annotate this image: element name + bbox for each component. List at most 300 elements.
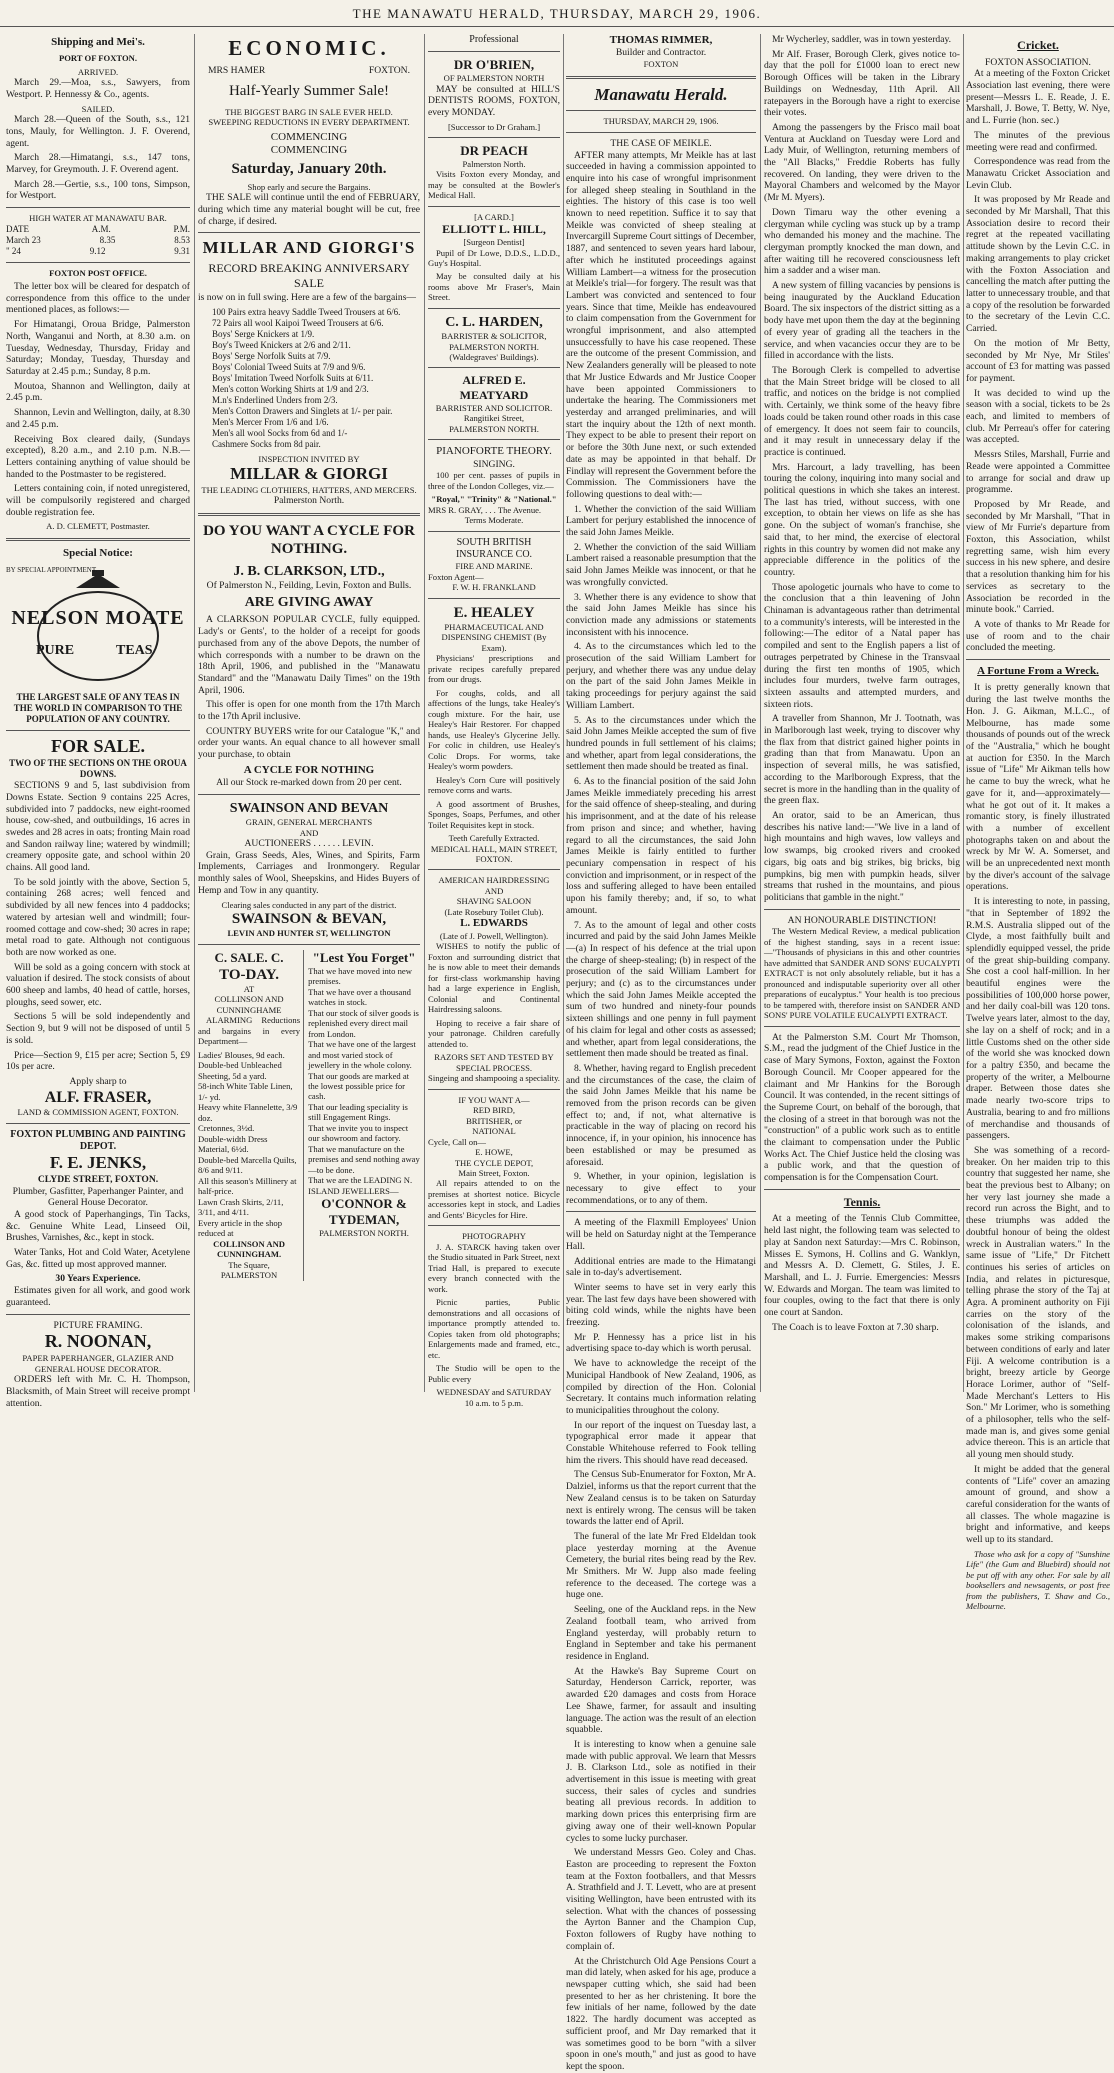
logo-appointment	[6, 566, 190, 575]
jenks-addr: CLYDE STREET, FOXTON.	[37, 1173, 159, 1185]
nelson-moate-logo	[6, 566, 190, 686]
rimmer-town: FOXTON	[643, 59, 679, 70]
honourable-text: The Western Medical Review, a medical publication of the highest standing, says in a recent issue:—"Thousands of physicians in this and other countries have admitted that SANDER AND SONS' EUCALYPTI EXTRACT is not only absolutely reliable, but it has a pronounced and indisputable superiority over all other preparations of eucalyptus." Your health is too precious to be tampered with, therefore insist on SANDER AND SONS' PURE VOLATILE EUCALYPTI EXTRACT.	[764, 926, 960, 1021]
divider	[428, 439, 560, 440]
square: The Square,	[228, 1259, 270, 1270]
peach-sub: Palmerston North.	[462, 158, 526, 169]
lest-item: That we have moved into new premises.	[308, 965, 412, 987]
logo-name: NELSON MOATE	[11, 607, 185, 630]
divider	[966, 659, 1110, 660]
studio-hours: 10 a.m. to 5 p.m.	[464, 1397, 524, 1408]
starck: J. A. STARCK having taken over the Studio situated in Park Street, next Triad Hall, is prepared to execute every branch connected with the work.	[428, 1241, 560, 1294]
news-item: At the Christchurch Old Age Pensions Court a man did lately, when asked for his age, produce a newspaper cutting which, she said had been presented to her as her christening. It bore the few initials of her name, followed by the date 1822. The hardly document was accepted as sufficient proof, and Mr Day remarked that it was sometimes good to be born "with a silver spoon in one's mouth," and just as good to have kept the spoon.	[566, 1955, 756, 2072]
summer-sale-title: Half-Yearly Summer Sale!	[228, 83, 390, 100]
lest-item: That we have over a thousand watches in stock.	[308, 986, 411, 1008]
tides-cell: 8.53	[174, 234, 190, 245]
ifyou: IF YOU WANT A—	[458, 1094, 530, 1105]
cycle-for-nothing: A CYCLE FOR NOTHING	[243, 763, 375, 776]
lawn: Lawn Crash Skirts, 2/11, 3/11, and 4/11.	[198, 1196, 284, 1218]
lest-item: That we have one of the largest and most varied stock of jewellery in the whole colony.	[308, 1039, 416, 1071]
frankland: F. W. H. FRANKLAND	[452, 582, 536, 593]
swainson-auctioneers: AUCTIONEERS . . . . . . LEVIN.	[244, 838, 374, 850]
collinson-ad	[198, 950, 304, 1281]
meikle-question: 7. As to the amount of legal and other costs incurred and paid by the said John James Meikle—(a) In respect of his defence at the trial upon the charge of sheep-stealing; (b) in respect of the prosecution of the said William Lambert for perjury; and (c) as to the circumstances under which the said John James Meikle accepted the sum of two hundred and ninety-four pounds sixteen shillings and one penny in full payment of his claim for legal and other costs as assessed; and whether, apart from legal considerations, the settlement then made should be treated as final.	[566, 919, 756, 1060]
lest-ad	[308, 950, 420, 1281]
cricket-text: It was decided to wind up the season with a social, tickets to be 2s each, and limited to members of club. Mr Perreau's offer for catering was accepted.	[966, 387, 1110, 446]
ifyou-item: BRITISHER, or	[466, 1115, 522, 1126]
meikle-question: 9. Whether, in your opinion, legislation is necessary to give effect to your recommendations, or to any of them.	[566, 1171, 756, 1206]
card: [A CARD.]	[474, 211, 514, 222]
divider	[566, 110, 756, 111]
cs-item: Double-bed Unbleached Sheeting, 5d a yard.	[198, 1060, 282, 1081]
news-item: Seeling, one of the Auckland reps. in the New Zealand football team, who arrived from England yesterday, will probably return to England in September and take his permanent residence in England.	[566, 1604, 756, 1662]
tides-row	[6, 235, 190, 246]
meikle-question: 6. As to the financial position of the said John James Meikle immediately preceding his arrest for the said offence of sheep-stealing, and during his imprisonment, and at the date of his release from prison and since; and whether, having regard to all the circumstances, the said John James Meikle is fairly entitled to further pecuniary compensation in respect of his conviction and imprisonment, or in respect of the loss and suffering alleged to have been entailed upon his family thereby; and, if so, to what amount.	[566, 776, 756, 916]
lest-item: That we invite you to inspect our showroom and factory.	[308, 1122, 409, 1144]
sbi-agent: Foxton Agent—	[428, 571, 484, 582]
news-item: Mr Wycherley, saddler, was in town yesterday.	[772, 34, 952, 45]
forsale-price: Price—Section 9, £15 per acre; Section 5, £9 10s per acre.	[6, 1049, 190, 1073]
news-item: Winter seems to have set in very early this year. The last few days have been showered with biting cold winds, while the nights have been freezing.	[566, 1281, 756, 1329]
special-title: Special Notice:	[63, 546, 133, 559]
obrien-name: DR O'BRIEN,	[453, 57, 535, 73]
fraser-name: ALF. FRASER,	[44, 1088, 152, 1106]
mg-trade: THE LEADING CLOTHIERS, HATTERS, AND MERCERS.	[201, 484, 417, 495]
news-item: Among the passengers by the Frisco mail boat Ventura at Auckland on Tuesday were Lord and Lady Muir, of Wellington, returning members of the "All Blacks," Freddie Roberts has fully recovered. On landing, they were driven to the Mayoral Chambers and welcomed by the Mayor (Mr M. Myers).	[764, 121, 960, 204]
divider	[428, 531, 560, 532]
herald-date: THURSDAY, MARCH 29, 1906.	[603, 116, 719, 127]
cs-item: Ladies' Blouses, 9d each.	[198, 1049, 285, 1060]
sweeping-line: SWEEPING REDUCTIONS IN EVERY DEPARTMENT.	[208, 117, 410, 128]
cricket-text: Correspondence was read from the Manawatu Cricket Association and Levin Club.	[966, 156, 1110, 191]
mg-name: MILLAR & GIORGI	[230, 464, 388, 484]
edwards-late: (Late of J. Powell, Wellington).	[439, 930, 549, 941]
meikle-text: AFTER many attempts, Mr Meikle has at last succeeded in having a commission appointed to enquire into his case of wrongful imprisonment for alleged sheep stealing in Southland in the eighties. The history of this case is too well known to need repetition. Suffice it to say that Meikle was convicted of sheep stealing at Invercargill Supreme Court sittings of December, 1887, and sentenced to seven years hard labour, after which he instituted proceedings against William Lambert—a witness for the prosecution at Meikle's trial—for forgery. The result was that Lambert was convicted and sentenced to four years. Since that time, Meikle has endeavoured to claim compensation from the Government for wrongful imprisonment, and also attempted unsuccessfully to have his case reopened. These are the outcome of the present Commission, and New Zealanders generally will be pleased to note that Mr Justice Edwards and Mr Justice Cooper have been appointed Commissioners to undertake the hearing. The Commissioners met yesterday and arranged preliminaries, and will start the inquiry about the 12th of next month. They expect to be able to present their report on or before the 30th June next, or such extended date as may be appointed in that behalf. Dr Findlay will represent the Government before the Commission. The Commissioners have the following questions to deal with:—	[566, 149, 756, 500]
news-item: An orator, said to be an American, thus describes his native land:—"We live in a land of high mountains and high waves, low valleys and low swamps, big crooked rivers and crooked cigars, big oats and big strikes, big bricks, big pumpkins, big men with pumpkin heads, silver streams that rushed in the mountains, and pious politicians that gamble in the night."	[764, 810, 960, 903]
today: TO-DAY.	[219, 966, 279, 983]
meikle-question: 5. As to the circumstances under which the said John James Meikle accepted the sum of five hundred pounds in full settlement of his claims; and whether, apart from legal considerations, the settlement then made should be treated as final.	[566, 714, 756, 773]
news-item: A new system of filling vacancies by pensions is being inaugurated by the Auckland Education Board. The six inspectors of the district sitting as a body have met upon them the day at the beginning of every year of grading all the teachers in the service, and when vacancies occur they are to be filled in accordance with the lists.	[764, 280, 960, 362]
cricket-text: At a meeting of the Foxton Cricket Association last evening, there were present—Messrs L. E. Reade, J. E. Marshall, J. Bowe, T. Betty, W. Nye, and L. Furrie (hon. sec.)	[966, 68, 1110, 127]
column-rule	[563, 34, 564, 1392]
logo-appt-text: BY SPECIAL APPOINTMENT.	[6, 566, 98, 575]
logo-teas: TEAS	[116, 643, 153, 659]
cricket-text: Proposed by Mr Reade, and seconded by Mr Marshall, "That in view of Mr Furrie's departure from Foxton, this Association, whilst regretting same, wish him every success in his new sphere, and desire that a resolution thanking him for his services as secretary to the Association be recorded in the minute book." Carried.	[966, 498, 1110, 616]
lest-item: That we are the LEADING N. ISLAND JEWELLERS—	[308, 1175, 413, 1196]
harden-sub: BARRISTER & SOLICITOR,	[441, 331, 547, 342]
column-rule	[760, 34, 761, 1392]
commencing: COMMENCING	[270, 143, 348, 156]
rimmer-sub: Builder and Contractor.	[615, 47, 707, 59]
edwards-text: Hoping to receive a fair share of your patronage. Children carefully attended to.	[428, 1017, 560, 1049]
lest-item: That our leading speciality is still Engagement Rings.	[308, 1101, 408, 1123]
divider	[6, 1314, 190, 1315]
forsale-apply: Apply sharp to	[69, 1075, 127, 1087]
column-3	[428, 34, 560, 1408]
lest-item: That we manufacture on the premises and send nothing away—to be done.	[308, 1143, 420, 1175]
meikle-question: 3. Whether there is any evidence to show that the said John James Meikle has since his conviction made any admissions or statements inconsistent with his innocence.	[566, 591, 756, 638]
ifyou-item: NATIONAL	[472, 1126, 516, 1137]
harden-name: C. L. HARDEN,	[445, 314, 543, 330]
sailed-text: March 28.—Gertie, s.s., 100 tons, Simpson, for Westport.	[6, 178, 190, 202]
sbi-title: SOUTH BRITISH INSURANCE CO.	[455, 536, 533, 560]
mg-sub: RECORD BREAKING ANNIVERSARY SALE	[208, 261, 410, 290]
edwards-text: WISHES to notify the public of Foxton and surrounding district that he is now able to meet their demands for first-class workmanship having had a large experience in English, Colonial and Continental Hairdressing saloons.	[428, 941, 560, 1015]
meikle-title: THE CASE OF MEIKLE.	[610, 137, 712, 149]
cricket-text: On the motion of Mr Betty, seconded by Mr Nye, Mr Stiles' account of £3 for matting was passed for payment.	[966, 337, 1110, 384]
postoffice-text: Moutoa, Shannon and Wellington, daily at 2.45 p.m.	[6, 380, 190, 404]
tennis-title: Tennis.	[843, 1194, 881, 1209]
mg-item: Boys' Colonial Tweed Suits at 7/9 and 9/6.	[212, 361, 366, 372]
forsale-sub: TWO OF THE SECTIONS ON THE OROUA DOWNS.	[9, 758, 187, 780]
postoffice-title: FOXTON POST OFFICE.	[49, 267, 147, 278]
divider	[428, 137, 560, 138]
cycle-title: DO YOU WANT A CYCLE FOR NOTHING.	[203, 522, 415, 558]
sale-note: THE SALE will continue until the end of FEBRUARY, during which time any material bought will be cut, free of charge, if desired.	[198, 192, 420, 227]
divider	[428, 1225, 560, 1226]
tides-col: DATE	[6, 223, 29, 234]
hill-text: Pupil of Dr Lowe, D.D.S., L.D.D., Guy's Hospital.	[428, 247, 560, 268]
amer-sub: SHAVING SALOON	[456, 896, 532, 907]
sailed-label: SAILED.	[81, 103, 115, 114]
singeing: Singeing and shampooing a speciality.	[428, 1073, 560, 1084]
jenks-text: A good stock of Paperhangings, Tin Tacks, &c. Genuine White Lead, Linseed Oil, Brushes, Varnishes, &c., kept in stock.	[6, 1208, 190, 1244]
column-5	[764, 34, 960, 1392]
cricket-text: Messrs Stiles, Marshall, Furrie and Reade were appointed a Committee to arrange for social and draw up programme.	[966, 449, 1110, 496]
jenks-text: Water Tanks, Hot and Cold Water, Acetylene Gas, &c. fitted up most approved manner.	[6, 1247, 190, 1270]
repairs: All repairs attended to on the premises at shortest notice. Bicycle accessories kept in stock, and Ladies and Gents' Bicycles for Hire.	[428, 1178, 560, 1220]
meatyard-sub: BARRISTER AND SOLICITOR.	[435, 402, 553, 413]
clarkson-text: A CLARKSON POPULAR CYCLE, fully equipped. Lady's or Gents', to the holder of a receipt for goods purchased from any of the above Depots, the number of which corresponds with a number to be drawn on the 18th April, 1906, and published in the "Manawatu Standard" and the "Manawatu Daily Times" on the 19th April, 1906.	[198, 614, 420, 696]
sale-date: Saturday, January 20th.	[231, 161, 387, 178]
column-rule	[963, 34, 964, 1392]
herald-title: Manawatu Herald.	[594, 84, 728, 104]
cricket-text: A vote of thanks to Mr Reade for use of room and to the chair concluded the meeting.	[966, 618, 1110, 654]
csalec: C. SALE. C.	[214, 949, 284, 965]
news-item: A traveller from Shannon, Mr J. Tootnath, was in Marlborough last week, trying to discover why the flax from that district gained higher points in grading than that from Manawatu. Upon an inspection of several mills, he was satisfied, according to the Marlborough Express, that the secret is more in the handling than in the quality of the green flax.	[764, 713, 960, 807]
cricket-title: Cricket.	[1017, 38, 1059, 52]
divider	[6, 538, 190, 541]
lest-item: That our stock of silver goods is replenished every direct mail from London.	[308, 1007, 419, 1039]
arrived-label: ARRIVED.	[77, 66, 119, 77]
commencing: COMMENCING	[270, 130, 348, 143]
news-item: In our report of the inquest on Tuesday last, a typographical error made it appear that Constable Whitehouse referred to Fook telling him the rivers. This should have read deceased.	[566, 1419, 756, 1466]
swainson-and: AND	[299, 827, 319, 838]
millinery: All this season's Millinery at half-price.	[198, 1175, 297, 1197]
fortune-text: It is pretty generally known that during the last twelve months the Hon. J. G. Aikman, M.L.C., of Melbourne, has made some thousands of pounds out of the wreck of the "Australia," which he bought at auction for £350. In the March issue of "Life" Mr Aikman tells how he came to buy the wreck, what he gave for it, and—approximately—what he got out of it. It makes a romantic story, is finely illustrated with a number of excellent photographs taken on and about the wreck by Mr W. A. Somerset, and will be an unprecedented next month by the diver's account of the salvage operations.	[966, 682, 1110, 893]
news-item: The Borough Clerk is compelled to advertise that the Main Street bridge will be closed to all traffic, and notices on the bridge is not complied with. Certainly, we think some of the heavy fibre loads could be taken round other roads in this case of emergency. It does not seem fair to councils, and it may result in unnecessary delay if the practice is continued.	[764, 364, 960, 458]
news-item: Mr P. Hennessy has a price list in his advertising space to-day which is worth perusal.	[566, 1331, 756, 1355]
harden-bldg: (Waldegraves' Buildings).	[449, 351, 539, 362]
rimmer-title: THOMAS RIMMER,	[609, 34, 713, 46]
healey-sub: PHARMACEUTICAL AND DISPENSING CHEMIST (By Exam).	[441, 621, 547, 653]
divider	[428, 367, 560, 368]
fortune-title: A Fortune From a Wreck.	[977, 665, 1099, 678]
gray: MRS R. GRAY, . . . The Avenue.	[428, 504, 542, 515]
mg-town: Palmerston North.	[273, 495, 345, 507]
divider	[566, 132, 756, 133]
studio: The Studio will be open to the Public every	[428, 1363, 560, 1384]
postoffice-text: The letter box will be cleared for despatch of correspondence from this office to the under mentioned places, as follows:—	[6, 281, 190, 316]
cricket-text: It was proposed by Mr Reade and seconded by Mr Marshall, That this Association desire to record their regret at the repeated vacillating attitude shown by the Levin C.C. in making arrangements to play cricket with the Foxton Association and cancelling the match after putting the latter to unnecessary trouble, and that a copy of the resolution be forwarded to the secretary of the Levin C.C. Carried.	[966, 194, 1110, 335]
arrived-text: March 29.—Moa, s.s., Sawyers, from Westport. P. Hennessy & Co., agents.	[6, 77, 190, 101]
healey-text: A good assortment of Brushes, Sponges, Soaps, Perfumes, and other Toilet Requisites kept in stock.	[428, 798, 560, 830]
news-item: It is interesting to know when a genuine sale made with public approval. We learn that Messrs J. B. Clarkson Ltd., sole as notified in their advertisement in this issue is meeting with great success, their sales of cycles and sundries beating all previous records. In addition to marking down prices this enterprising firm are giving away one of their well-known Popular cycles to some lucky purchaser.	[566, 1738, 756, 1844]
mg-item: Men's all wool Socks from 6d and 1/-	[212, 427, 348, 438]
every-article: Every article in the shop reduced at	[198, 1217, 282, 1239]
hamer-town: FOXTON.	[368, 64, 410, 76]
divider	[428, 51, 560, 52]
healey-addr: MEDICAL HALL, MAIN STREET, FOXTON.	[430, 843, 558, 864]
harden-town: PALMERSTON NORTH.	[449, 341, 539, 352]
divider	[428, 1089, 560, 1090]
divider	[6, 262, 190, 263]
column-rule	[424, 34, 425, 1392]
divider	[764, 909, 960, 910]
swainson-text: Grain, Grass Seeds, Ales, Wines, and Spirits, Farm Implements, Carriages and Ironmongery. Regular monthly sales of Wool, Sheepskins, and Hides Buyers of Hemp and Tow in any quantity.	[198, 849, 420, 896]
cs-item: Cretonnes, 3½d.	[198, 1123, 255, 1134]
news-item: At the Palmerston S.M. Court Mr Thomson, S.M., read the judgment of the Chief Justice in the case of Mary Symons, Foxton, against the Foxton Borough Council. Mr Cooper appeared for the claimant and Mr Hankins for the Borough Council. It was contended, in the recent sittings of the Supreme Court, on behalf of the borough, that the closing of a street in that borough was not the "construction" of a public work such as to entitle the claimant to compensation under the Public Works Act. The Chief Justice held the closing was a public work, and that the question of compensation is for the Compensation Court.	[764, 1031, 960, 1184]
obrien-sub: OF PALMERSTON NORTH	[443, 73, 545, 84]
divider	[428, 869, 560, 870]
meikle-question: 2. Whether the conviction of the said William Lambert raised a reasonable presumption that the said John James Meikle was innocent, or that he was wrongfully convicted.	[566, 541, 756, 588]
peach-text: Visits Foxton every Monday, and may be consulted at the Bowler's Medical Hall.	[428, 169, 560, 201]
cricket-assoc: FOXTON ASSOCIATION.	[985, 56, 1091, 68]
news-item: The funeral of the late Mr Fred Eldeldan took place yesterday morning at the Avenue Cemetery, the burial rites being read by the Rev. Mr Smithers. Mr W. Jupp also made feeling reference to the deceased. The cortege was a huge one.	[566, 1530, 756, 1601]
piano-colleges: "Royal," "Trinity" & "National."	[431, 494, 557, 505]
forsale-title: FOR SALE.	[50, 736, 146, 757]
divider	[566, 1211, 756, 1212]
shipping-title: Shipping and Mei's.	[51, 36, 145, 48]
clarkson-text: This offer is open for one month from the 17th March to the 17th April inclusive.	[198, 699, 420, 723]
divider	[764, 1189, 960, 1190]
amer-and: AND	[484, 885, 504, 896]
tides-cell: " 24	[6, 245, 21, 256]
oconnor-name: O'CONNOR & TYDEMAN,	[321, 1196, 407, 1228]
howe-name: E. HOWE,	[475, 1147, 513, 1158]
mg-title: MILLAR AND GIORGI'S	[202, 238, 416, 258]
honourable-title: AN HONOURABLE DISTINCTION!	[787, 914, 937, 926]
divider	[6, 1123, 190, 1124]
tides-title: HIGH WATER AT MANAWATU BAR.	[29, 213, 167, 224]
cs-item: 58-inch White Table Linen, 1/- yd.	[198, 1081, 293, 1102]
forsale-text: SECTIONS 9 and 5, last subdivision from Downs Estate. Section 9 contains 225 Acres, subdivided into 7 paddocks, new eight-roomed house, cow-shed, and outbuildings, 16 acres in swedes and 28 acres in oats; fronting Main road and Sandon railway line; watered by windmill; creamery opposite gate, and school within 20 chains. All good land.	[6, 780, 190, 874]
forsale-text: Sections 5 will be sold independently and Section 9, but 9 will not be disposed of until 5 is sold.	[6, 1011, 190, 1046]
fortune-text: It might be added that the general contents of "Life" cover an amazing amount of ground, and show a careful consideration for the wants of all classes. The whole magazine is bright and informative, and keeps well up to its standard.	[966, 1463, 1110, 1546]
tennis-text: At a meeting of the Tennis Club Committee, held last night, the following team was selected to play at Sandon next Saturday:—Mrs C. Robinson, Misses E. Symons, H. Collins and G. Wanklyn, and Messrs A. D. Clemett, G. Stiles, J. E. Marshall, and L. J. Furrie. Emergencies: Messrs W. Edwards and Morgan. The team was limited to four couples, owing to the fact that there is only one court at Sandon.	[764, 1213, 960, 1319]
news-item: Additional entries are made to the Himatangi sale in to-day's advertisement.	[566, 1255, 756, 1279]
noonan-sub: PAPER PAPERHANGER, GLAZIER AND GENERAL HOUSE DECORATOR.	[22, 1353, 174, 1374]
fraser-sub: LAND & COMMISSION AGENT, FOXTON.	[17, 1107, 179, 1118]
logo-text: THE LARGEST SALE OF ANY TEAS IN THE WORLD IN COMPARISON TO THE POPULATION OF ANY COUNTRY.	[13, 692, 183, 725]
news-item: A meeting of the Flaxmill Employees' Union will be held on Saturday night at the Temperance Hall.	[566, 1217, 756, 1252]
clarkson-text: COUNTRY BUYERS write for our Catalogue "K," and order your wants. An equal chance to all however small your purchase, to obtain	[198, 725, 420, 761]
cs-item: Heavy white Flannelette, 3/9 doz.	[198, 1102, 298, 1123]
fortune-text: It is interesting to note, in passing, "that in September of 1892 the R.M.S. Australia slipped out of the Clyde, a most faithfully built and splendidly equipped vessel, the pride of the great ship-building company. She cost a cool half-million. In her beautiful engines were the possibilities of 100,000 horse power, and her daily coal-bill was 120 tons. Twelve years later, almost to the day, she lay on a shelf of rock; and in a little Customs shed on the other side of the world she was knocked down for a paltry £350, and became the property of the writer, a Melbourne draper. Between those dates she made nearly two-score trips to Australia, bearing to and fro millions of merchandise and thousands of passengers.	[966, 896, 1110, 1142]
jenks-sub: Plumber, Gasfitter, Paperhanger Painter, and General House Decorator.	[12, 1185, 184, 1209]
postmaster: A. D. CLEMETT, Postmaster.	[46, 521, 150, 532]
forsale-text: Will be sold as a going concern with stock at valuation if desired. The stock consists of about 600 sheep and lambs, 40 head of cattle, horses, ploughs, seed sower, etc.	[6, 961, 190, 1008]
hamer-line	[208, 65, 410, 77]
healey-text: Physicians' prescriptions and private recipes carefully prepared from our drugs.	[428, 653, 560, 685]
clarkson-name: J. B. CLARKSON, LTD.,	[233, 563, 385, 579]
postoffice-text: Receiving Box cleared daily, (Sundays excepted), 8.20 a.m., and 2.10 p.m. N.B.—Letters containing anything of value should be handed to the Postmaster to be registered.	[6, 433, 190, 480]
mg-item: 72 Pairs all wool Kaipoi Tweed Trousers at 6/6.	[212, 317, 384, 328]
healey-teeth: Teeth Carefully Extracted.	[448, 833, 540, 844]
news-item: Those apologetic journals who have to come to the conclusion that a thin leavening of John Chinaman is advantageous rather than detrimental to a community's interests, will be interested in the following:—The editor of a Natal paper has compiled and sent to the English papers a list of outrages perpetrated by Chinese in the Transvaal during the first ten months of 1905, which includes four murders, twelve farm outrages, sixteen assaults and attempted murders, and sixteen riots.	[764, 581, 960, 710]
peach-name: DR PEACH	[460, 143, 528, 159]
tides-cell: 8.35	[99, 234, 116, 245]
divider	[198, 513, 420, 516]
mg-item: M.n's Enderlined Unders from 2/3.	[212, 394, 338, 405]
cs-item: Double-bed Marcella Quilts, 8/6 and 9/11.	[198, 1154, 297, 1176]
amer-title: AMERICAN HAIRDRESSING	[438, 875, 550, 886]
divider	[566, 76, 756, 79]
amer-late: (Late Rosebury Toilet Club).	[444, 906, 544, 917]
mg-item: Cashmere Socks from 8d pair.	[212, 438, 321, 449]
sailed-text: March 28.—Himatangi, s.s., 147 tons, Marvey, for Greymouth. J. F. Overend agent.	[6, 152, 190, 176]
meikle-question: 1. Whether the conviction of the said William Lambert for perjury established the innocence of the said John James Meikle.	[566, 503, 756, 539]
cycle-line: Cycle, Call on—	[428, 1136, 486, 1147]
jenks-title: FOXTON PLUMBING AND PAINTING DEPOT.	[10, 1128, 186, 1152]
cricket-text: The minutes of the previous meeting were read and confirmed.	[966, 129, 1110, 153]
column-rule	[194, 34, 195, 1392]
fortune-text: She was something of a record-breaker. On her maiden trip to this country that suggested her name, she beat the previous best to Albany; on her very last journey she made a record run across the Bight, and to these triumphs was added the doubtful honour of being the oldest wreck in Australian waters." In the same issue of "Life," Dr Fitchett continues his series of articles on India, and relates in picturesque, telling phrase the story of the Taj at Agra. A prominent authority on Fiji carries on the story of the colonisation of the islands, and makes some striking comparisons between conditions of early and later Fiji. A welcome contribution is a bright, breezy article by George Horace Lorimer, author of "Self-Made Merchant's Letters to His Son." Mr Lorimer, who is something of a philosopher, tells who the self-made man is, and gives some genial advice thereon. This is an article that all young men should study.	[966, 1144, 1110, 1461]
hill-sub: [Surgeon Dentist]	[463, 237, 525, 248]
divider	[428, 308, 560, 309]
depot-addr: Main Street, Foxton.	[458, 1168, 530, 1178]
professional-title: Professional	[469, 34, 519, 45]
at: AT	[243, 983, 255, 994]
divider	[428, 206, 560, 207]
terms: Terms Moderate.	[464, 515, 524, 526]
swainson-sub: GRAIN, GENERAL MERCHANTS	[245, 817, 373, 828]
divider	[764, 1026, 960, 1027]
news-item: We understand Messrs Geo. Coley and Chas. Easton are proceeding to represent the Foxton team at the Foxton footballers, and that Messrs A. Strathfield and J. T. Levett, who are at present visiting Wellington, have been entrusted with its selection. What with the chances of possessing the Ayrton Banner and the Champion Cup, Foxton followers of Rugby have nothing to complain of.	[566, 1847, 756, 1952]
lest-item: That our goods are marked at the lowest possible price for cash.	[308, 1070, 410, 1102]
postoffice-text: Shannon, Levin and Wellington, daily, at 8.30 and 2.45 p.m.	[6, 407, 190, 430]
news-item: The Census Sub-Enumerator for Foxton, Mr A. Dalziel, informs us that the report current that the New Zealand census is to be taken on Saturday next is entirely wrong. The census will be taken towards the latter end of April.	[566, 1469, 756, 1528]
divider	[428, 598, 560, 599]
sbi-fire: FIRE AND MARINE.	[455, 561, 533, 572]
collinson-name: COLLINSON AND CUNNINGHAME	[214, 994, 284, 1015]
life-note: Those who ask for a copy of "Sunshine Life" (the Gum and Bluebird) should not be put off with any other. For sale by all booksellers and newsagents, or post free from the publishers, T. Shaw and Co., Melbourne.	[966, 1548, 1110, 1612]
remarked: All our Stock re-marked down from 20 per cent.	[216, 777, 402, 789]
oconnor-town: PALMERSTON NORTH.	[319, 1228, 409, 1239]
divider	[6, 207, 190, 208]
lest-title: "Lest You Forget"	[312, 949, 416, 965]
depot: THE CYCLE DEPOT,	[454, 1157, 534, 1168]
meatyard-st: Rangitikei Street,	[463, 413, 525, 424]
mg-item: Men's Mercer From 1/6 and 1/6.	[212, 416, 329, 427]
hill-text: May be consulted daily at his rooms above Mr Fraser's, Main Street.	[428, 271, 560, 303]
economic-title: ECONOMIC.	[228, 36, 390, 60]
edwards-name: L. EDWARDS	[460, 917, 528, 930]
collinson2: COLLINSON AND CUNNINGHAM.	[213, 1238, 285, 1260]
meikle-question: 8. Whether, having regard to English precedent and the circumstances of the case, the claim of the said John James Meikle that his name be removed from the prison records can be given effect to; and, if not, what alternative is practicable in the way of placing on record his innocence, if, in your opinion, his innocence has been established or may be presumed as aforesaid.	[566, 1062, 756, 1168]
swainson-title: SWAINSON AND BEVAN	[229, 800, 389, 816]
tides-col: P.M.	[173, 223, 190, 234]
port-title: PORT OF FOXTON.	[58, 53, 138, 64]
obrien-text: MAY be consulted at HILL'S DENTISTS ROOMS, FOXTON, every MONDAY.	[428, 83, 560, 118]
divider	[198, 232, 420, 233]
postoffice-text: For Himatangi, Oroua Bridge, Palmerston North, Wanganui and North, at 8.30 a.m. on Tuesday, Wednesday, Thursday, Friday and Saturday; Monday, Tuesday, Thursday and Saturday at 2.45 p.m.; Sunday, 8 p.m.	[6, 319, 190, 377]
framing: PICTURE FRAMING.	[53, 1319, 143, 1331]
studio-days: WEDNESDAY and SATURDAY	[436, 1387, 552, 1398]
logo-pure: PURE	[36, 643, 75, 659]
healey-name: E. HEALEY	[453, 604, 535, 621]
clearing-sales: Clearing sales conducted in any part of the district.	[221, 899, 397, 910]
tides-row	[6, 246, 190, 257]
divider	[198, 944, 420, 945]
tides-header	[6, 224, 190, 235]
sailed-text: March 28.—Queen of the South, s.s., 121 tons, Mauly, for Wellington. J. F. Overend, agent.	[6, 114, 190, 149]
mg-items	[198, 307, 420, 450]
mg-item: Men's cotton Working Shirts at 1/9 and 2/3.	[212, 383, 369, 394]
tennis-coach: The Coach is to leave Foxton at 7.30 sharp.	[772, 1321, 939, 1333]
column-4	[566, 34, 756, 2072]
hamer-name: MRS HAMER	[208, 64, 266, 76]
piano-title: PIANOFORTE THEORY.	[436, 445, 552, 458]
page-header: THE MANAWATU HERALD, THURSDAY, MARCH 29, 1906.	[0, 6, 1114, 27]
divider	[6, 730, 190, 731]
singing: SINGING.	[473, 458, 515, 470]
obrien-succ: [Successor to Dr Graham.]	[447, 121, 541, 132]
news-item: Mrs. Harcourt, a lady travelling, has been touring the colony, inquiring into many social and political questions in which she takes an interest. The last has tried, without success, with one exception, to obtain her views on life as she has gone. On the subject of woman's franchise, she said that, to her mind, the exercise of electoral rights in this country by women did not make any appreciable difference in the politics of the country.	[764, 461, 960, 578]
jenks-name: F. E. JENKS,	[49, 1153, 147, 1173]
divider	[198, 794, 420, 795]
swainson2-title: SWAINSON & BEVAN,	[231, 911, 387, 928]
news-item: Mr Alf. Fraser, Borough Clerk, gives notice to-day that the poll for £1000 loan to erect new Borough Offices will be taken in the Library Buildings on Wednesday, 11th April. All ratepayers in the Borough have a right to exercise their votes.	[764, 48, 960, 119]
forsale-text: To be sold jointly with the above, Section 5, containing 268 acres; well fenced and subdivided by all new fences into 4 paddocks; watered by artesian well and windmill; four-roomed cottage and cow-shed; 30 acres in rape; metal road to gate. Although not contiguous both are now worked as one.	[6, 876, 190, 958]
news-item: At the Hawke's Bay Supreme Court on Saturday, Henderson Carrick, reporter, was awarded £20 damages and costs from Horace Lee Shawe, farmer, for assault and insulting language. The action was the result of an election squabble.	[566, 1665, 756, 1736]
hill-name: ELLIOTT L. HILL,	[442, 222, 546, 237]
jenks-exp: 30 Years Experience.	[55, 1273, 141, 1285]
mg-item: Boys' Imitation Tweed Norfolk Suits at 6/11.	[212, 372, 374, 383]
piano-text: 100 per cent. passes of pupils in three of the London Colleges, viz.—	[428, 470, 560, 491]
photography: PHOTOGRAPHY	[462, 1231, 526, 1242]
tides-col: A.M.	[91, 223, 111, 234]
mg-intro: is now on in full swing. Here are a few of the bargains—	[198, 292, 417, 304]
healey-text: Healey's Corn Cure will positively remove corns and warts.	[428, 774, 560, 796]
clarkson-sub: Of Palmerston N., Feilding, Levin, Foxton and Bulls.	[206, 579, 412, 591]
healey-text: For coughs, colds, and all affections of the lungs, take Healey's cough mixture. For the hair, use Healey's Hair Restorer. For chapped hands, use Healey's Glycerine Jelly. For colic in children, use Healey's Colic Drops. For worms, take Healey's worm powders.	[428, 687, 560, 772]
mg-item: 100 Pairs extra heavy Saddle Tweed Trousers at 6/6.	[212, 306, 401, 317]
noonan-text: ORDERS left with Mr. C. H. Thompson, Blacksmith, of Main Street will receive prompt attention.	[6, 1374, 190, 1409]
column-1	[6, 34, 190, 1409]
razors: RAZORS SET AND TESTED BY SPECIAL PROCESS.	[434, 1052, 554, 1073]
mg-item: Men's Cotton Drawers and Singlets at 1/- per pair.	[212, 405, 393, 416]
news-item: Down Timaru way the other evening a clergyman while cycling was stuck up by a tramp who demanded his money and the machine. The clergyman promptly knocked the man down, and after waiting till he recovered consciousness left him a sadder and a wiser man.	[764, 206, 960, 277]
meikle-question: 4. As to the circumstances which led to the prosecution of the said William Lambert for perjury, and whether there was any undue delay on the part of the said John James Meikle in taking proceedings for perjury against the said William Lambert.	[566, 641, 756, 711]
column-6	[966, 34, 1110, 1612]
shop-early: Shop early and secure the Bargains.	[247, 181, 371, 192]
tides-cell: March 23	[6, 234, 41, 245]
palmerston: PALMERSTON	[220, 1270, 278, 1281]
alarming: ALARMING Reductions and bargains in every Department—	[198, 1015, 301, 1047]
tides-cell: 9.12	[89, 245, 106, 256]
tides-cell: 9.31	[174, 245, 190, 256]
postoffice-text: Letters containing coin, if noted unregistered, will be compulsorily registered and charged double registration fee.	[6, 483, 190, 518]
mg-item: Boys' Serge Knickers at 1/9.	[212, 328, 315, 339]
ifyou-item: RED BIRD,	[472, 1105, 516, 1116]
meatyard-town: PALMERSTON NORTH.	[449, 423, 539, 434]
starck-text: Picnic parties, Public demonstrations and all occasions of importance promptly attended to. Copies taken from old photographs; Enlargements made and framed, etc., etc.	[428, 1297, 560, 1360]
noonan-name: R. NOONAN,	[44, 1331, 152, 1352]
mg-invite: INSPECTION INVITED BY	[258, 453, 360, 464]
mg-item: Boy's Tweed Knickers at 2/6 and 2/11.	[212, 339, 351, 350]
giving-away: ARE GIVING AWAY	[244, 595, 374, 611]
